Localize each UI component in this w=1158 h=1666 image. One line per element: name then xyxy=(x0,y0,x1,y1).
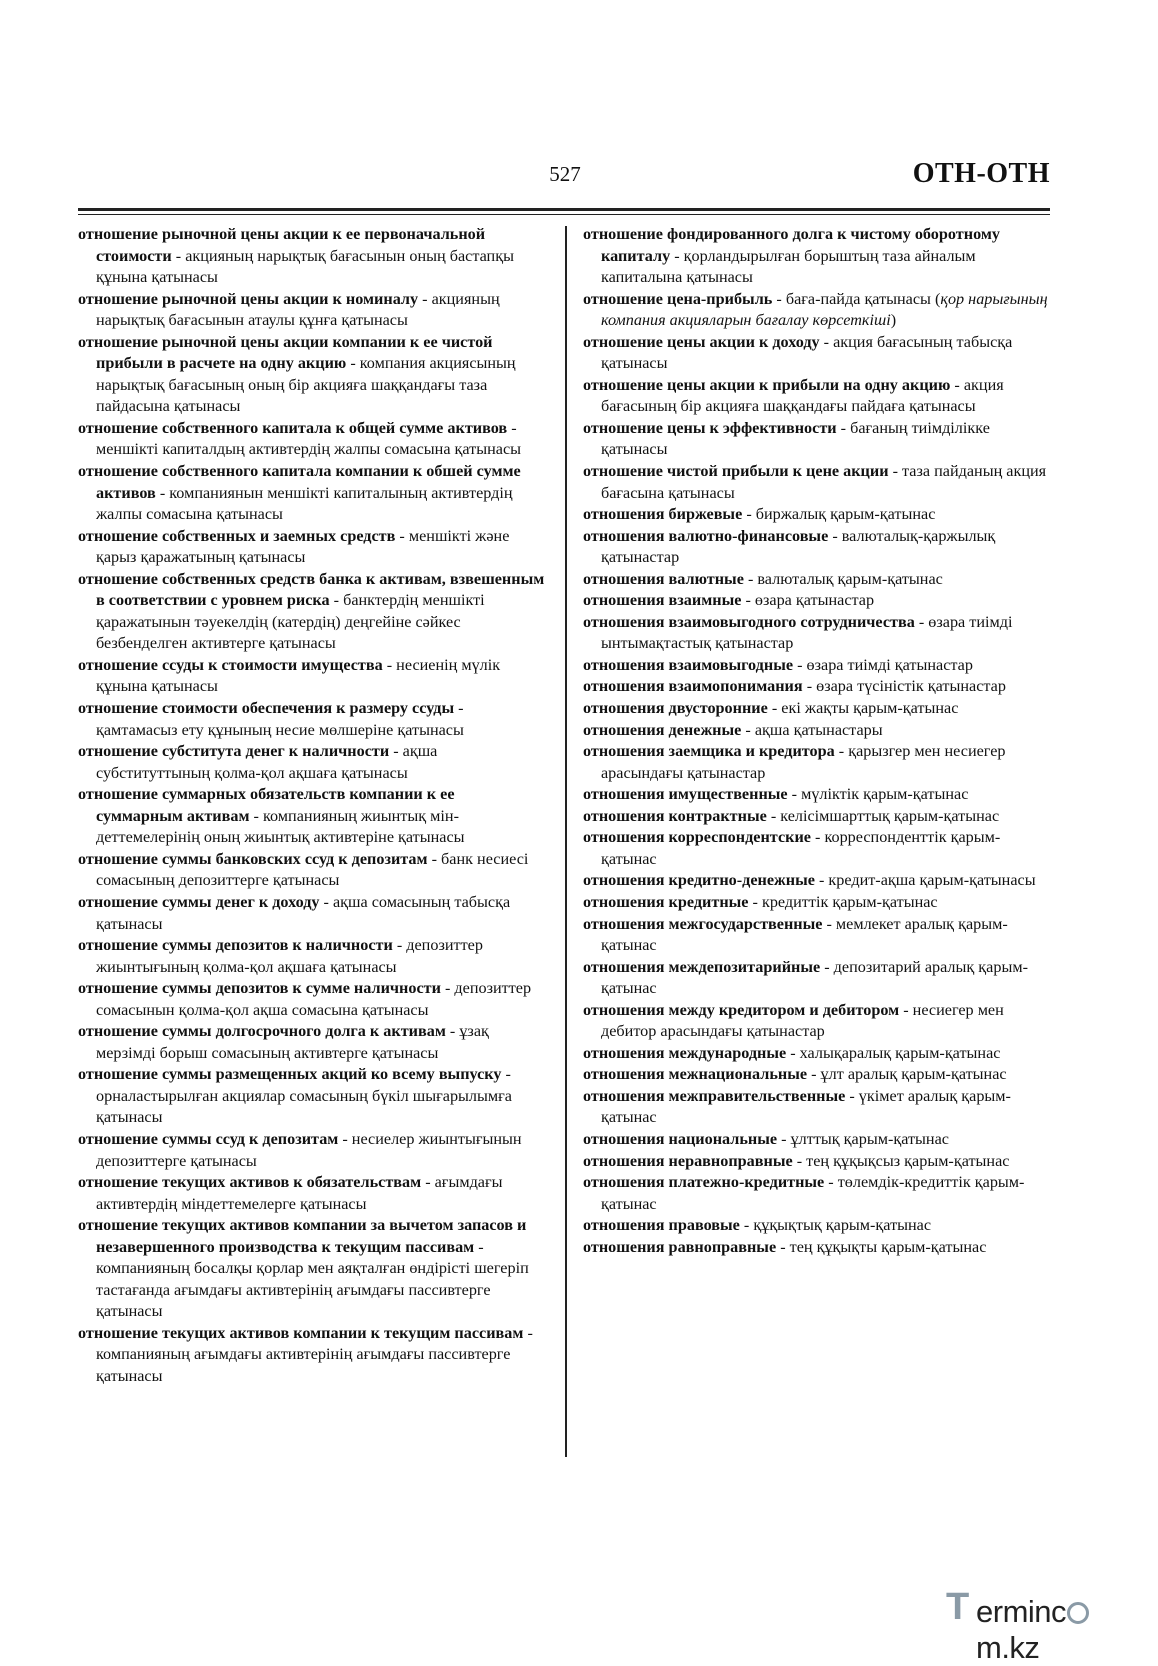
entry-definition: - ақша қатынастары xyxy=(741,720,883,739)
entry-term: отношения равноправные xyxy=(583,1237,777,1256)
dictionary-entry xyxy=(583,461,1053,504)
entry-definition: - қорландырылған борыштың таза айналым капиталына қатынасы xyxy=(601,246,976,287)
entry-definition: - үкімет аралық қарым-қатынас xyxy=(601,1086,1011,1127)
entry-definition: - кредит-ақша қарым-қатынасы xyxy=(814,871,1036,890)
dictionary-entry xyxy=(583,418,1053,461)
entry-term: отношение текущих активов компании к текущим пассивам xyxy=(78,1323,524,1342)
dictionary-entry xyxy=(78,526,545,569)
entry-term: отношения взаимовыгодного сотрудничества xyxy=(583,612,915,631)
entry-term: отношения правовые xyxy=(583,1216,740,1235)
entry-term: отношение текущих активов компании за вычетом запасов и незавершенного производства к текущим пассивам xyxy=(78,1216,527,1256)
entry-definition: - халықаралық қарым-қатынас xyxy=(786,1043,1001,1062)
entry-definition: - құқықтық қарым-қатынас xyxy=(739,1216,932,1235)
entry-definition: - мүліктік қарым-қатынас xyxy=(787,785,969,804)
entry-term: отношения кредитно-денежные xyxy=(583,871,815,890)
dictionary-entry xyxy=(583,827,1053,870)
entry-definition: - компания акциясының нарықтық бағасының оның бір акцияға шаққандағы таза пайдасына қатынасы xyxy=(96,354,516,416)
dictionary-entry xyxy=(583,332,1053,375)
entry-definition: - тең құқықты қарым-қатынас xyxy=(776,1237,987,1256)
header-rule-thin xyxy=(78,214,1050,215)
dictionary-entry xyxy=(78,784,545,849)
entry-definition: - өзара тиімді қатынастар xyxy=(793,655,973,674)
entry-term: отношения валютные xyxy=(583,569,744,588)
entry-definition: - ақша сомасының табысқа қатынасы xyxy=(96,892,511,933)
entry-definition: - меншікті капиталдың активтердің жалпы сомасына қатынасы xyxy=(96,418,522,459)
dictionary-entry xyxy=(78,224,545,289)
entry-term: отношение собственного капитала компании к обшей сумме активов xyxy=(78,462,521,502)
dictionary-entry xyxy=(78,332,545,418)
entry-definition: - ақша субституттының қолма-қол ақшаға қатынасы xyxy=(96,742,438,782)
entry-term: отношения валютно-финансовые xyxy=(583,526,829,545)
entry-definition: - акция бағасының бір акцияға шаққандағы пайдаға қатынасы xyxy=(601,375,1004,416)
dictionary-entry xyxy=(78,1323,545,1388)
dictionary-entry xyxy=(583,569,1053,591)
entry-definition: - баға-пайда қатынасы ( xyxy=(772,289,941,308)
entry-term: отношение ссуды к стоимости имущества xyxy=(78,655,383,674)
dictionary-entry xyxy=(583,892,1053,914)
entry-note-close: ) xyxy=(890,311,897,330)
entry-term: отношения двусторонние xyxy=(583,699,768,718)
dictionary-entry xyxy=(583,914,1053,957)
dictionary-entry xyxy=(78,461,545,526)
dictionary-entry xyxy=(583,870,1053,892)
dictionary-entry xyxy=(583,1000,1053,1043)
dictionary-entry xyxy=(583,1043,1053,1065)
entry-definition: - ағымдағы активтердің міндеттемелерге қатынасы xyxy=(96,1173,503,1213)
dictionary-entry xyxy=(583,1237,1053,1259)
entry-definition: - төлемдік-кредиттік қарым-қатынас xyxy=(601,1173,1025,1213)
dictionary-entry xyxy=(78,892,545,935)
dictionary-entry xyxy=(583,289,1053,332)
entry-definition: - депозитарий аралық қарым-қатынас xyxy=(601,957,1028,998)
dictionary-entry xyxy=(583,612,1053,655)
entry-term: отношения национальные xyxy=(583,1129,778,1148)
entry-term: отношение суммы депозитов к наличности xyxy=(78,936,393,955)
entry-term: отношения неравноправные xyxy=(583,1151,793,1170)
entry-term: отношение текущих активов к обязательствам xyxy=(78,1173,422,1192)
entry-definition: - акция бағасының табысқа қатынасы xyxy=(601,332,1013,373)
entry-definition: - ұлттық қарым-қатынас xyxy=(777,1129,949,1148)
dictionary-entry xyxy=(583,504,1053,526)
entry-definition: - депозиттер жиынтығының қолма-қол ақшаға қатынасы xyxy=(96,936,483,976)
entry-term: отношения корреспондентские xyxy=(583,828,811,847)
dictionary-entry xyxy=(583,1064,1053,1086)
dictionary-entry xyxy=(583,806,1053,828)
entry-definition: - валюталық-қаржылық қатынастар xyxy=(601,526,996,567)
entry-term: отношение цена-прибыль xyxy=(583,289,773,308)
left-column xyxy=(78,224,545,1388)
dictionary-entry xyxy=(583,676,1053,698)
entry-term: отношения контрактные xyxy=(583,806,767,825)
dictionary-entry xyxy=(78,655,545,698)
dictionary-entry xyxy=(78,1021,545,1064)
entry-definition: - биржалық қарым-қатынас xyxy=(742,505,936,524)
entry-term: отношения международные xyxy=(583,1043,787,1062)
dictionary-entry xyxy=(583,698,1053,720)
entry-term: отношения между кредитором и дебитором xyxy=(583,1000,900,1019)
entry-term: отношения межгосударственные xyxy=(583,914,823,933)
termincom-watermark-logo: T ermincm.kz xyxy=(942,1586,1150,1630)
dictionary-entry xyxy=(78,698,545,741)
entry-term: отношения биржевые xyxy=(583,505,743,524)
dictionary-entry xyxy=(583,741,1053,784)
entry-term: отношение собственных и заемных средств xyxy=(78,526,396,545)
entry-term: отношение фондированного долга к чистому оборотному капиталу xyxy=(583,225,1000,265)
entry-definition: - ұлт аралық қарым-қатынас xyxy=(807,1065,1007,1084)
entry-term: отношение суммы денег к доходу xyxy=(78,892,320,911)
entry-definition: - қарызгер мен несиегер арасындағы қатынастар xyxy=(601,742,1006,782)
entry-definition: - мемлекет аралық қарым-қатынас xyxy=(601,914,1008,955)
dictionary-entry xyxy=(583,1129,1053,1151)
entry-term: отношения кредитные xyxy=(583,892,749,911)
entry-definition: - меншікті және қарыз қаражатының қатынасы xyxy=(96,526,510,567)
dictionary-entry xyxy=(583,655,1053,677)
entry-term: отношения заемщика и кредитора xyxy=(583,742,835,761)
entry-definition: - несиенің мүлік құнына қатынасы xyxy=(96,655,501,696)
entry-term: отношение рыночной цены акции компании к ее чистой прибыли в расчете на одну акцию xyxy=(78,332,493,373)
dictionary-entry xyxy=(583,224,1053,289)
entry-definition: - корреспонденттік қарым-қатынас xyxy=(601,828,1001,868)
dictionary-entry xyxy=(583,784,1053,806)
entry-definition: - келісімшарттық қарым-қатынас xyxy=(766,806,1000,825)
entry-term: отношение суммарных обязательств компании к ее суммарным активам xyxy=(78,785,455,825)
entry-term: отношение суммы банковских ссуд к депозитам xyxy=(78,849,428,868)
entry-definition: - несиегер мен дебитор арасындағы қатынастар xyxy=(601,1000,1004,1041)
entry-definition: - акцияның нарықтық бағасынын атаулы құнға қатынасы xyxy=(96,289,500,330)
dictionary-entry xyxy=(78,1064,545,1129)
header-rule-thick xyxy=(78,208,1050,211)
entry-term: отношение цены акции к прибыли на одну акцию xyxy=(583,375,951,394)
entry-definition: - банк несиесі сомасының депозиттерге қатынасы xyxy=(96,849,529,890)
entry-term: отношение суммы депозитов к сумме наличности xyxy=(78,979,441,998)
entry-note: қор нарығының компания акцияларын бағалау көрсеткіші xyxy=(601,289,1048,330)
entry-definition: - қамтамасыз ету құнының несие мөлшеріне қатынасы xyxy=(96,699,464,739)
entry-definition: - екі жақты қарым-қатынас xyxy=(767,699,959,718)
entry-definition: - кредиттік қарым-қатынас xyxy=(748,892,938,911)
dictionary-entry xyxy=(78,741,545,784)
entry-term: отношения платежно-кредитные xyxy=(583,1173,825,1192)
dictionary-entry xyxy=(583,957,1053,1000)
dictionary-entry xyxy=(78,849,545,892)
entry-term: отношения имущественные xyxy=(583,785,788,804)
entry-term: отношения взаимовыгодные xyxy=(583,655,794,674)
entry-term: отношение чистой прибыли к цене акции xyxy=(583,462,889,481)
dictionary-entry xyxy=(78,978,545,1021)
entry-definition: - компанияның босалқы қорлар мен аяқталған өндірісті шегеріп тастағанда ағымдағы активтерінің ағымдағы пассивтерге қатынасы xyxy=(96,1237,529,1321)
entry-term: отношение стоимости обеспечения к размеру ссуды xyxy=(78,699,455,718)
running-head: ОТН-ОТН xyxy=(912,158,1050,189)
entry-term: отношение цены акции к доходу xyxy=(583,332,820,351)
entry-definition: - өзара қатынастар xyxy=(741,591,875,610)
dictionary-entry xyxy=(583,526,1053,569)
entry-definition: - компанияның жиынтық міндеттемелерінің оның жиынтық активтеріне қатынасы xyxy=(96,806,465,847)
dictionary-entry xyxy=(78,418,545,461)
entry-definition: - өзара түсіністік қатынастар xyxy=(802,677,1006,696)
entry-term: отношение цены к эффективности xyxy=(583,418,837,437)
dictionary-entry xyxy=(583,375,1053,418)
entry-definition: - депозиттер сомасынын қолма-қол ақша сомасына қатынасы xyxy=(96,979,532,1019)
entry-term: отношения взаимные xyxy=(583,591,742,610)
entry-term: отношение собственных средств банка к активам, взвешенным в соответствии с уровнем риска xyxy=(78,569,545,610)
entry-term: отношение суммы ссуд к депозитам xyxy=(78,1129,339,1148)
entry-term: отношение рыночной цены акции к номиналу xyxy=(78,289,419,308)
entry-definition: - бағаның тиімділікке қатынасы xyxy=(601,418,990,459)
dictionary-entry xyxy=(583,1215,1053,1237)
entry-term: отношения межправительственные xyxy=(583,1086,846,1105)
dictionary-entry xyxy=(78,935,545,978)
entry-term: отношение суммы размещенных акций ко всему выпуску xyxy=(78,1065,502,1084)
entry-term: отношения межнациональные xyxy=(583,1065,808,1084)
entry-definition: - орналастырылған акциялар сомасының бүкіл шығарылымға қатынасы xyxy=(96,1065,512,1127)
dictionary-entry xyxy=(583,1151,1053,1173)
entry-term: отношения денежные xyxy=(583,720,742,739)
entry-definition: - компаниянын меншікті капиталының активтердің жалпы сомасына қатынасы xyxy=(96,483,513,524)
entry-definition: - тең құқықсыз қарым-қатынас xyxy=(792,1151,1010,1170)
dictionary-entry xyxy=(78,1172,545,1215)
dictionary-entry xyxy=(583,1086,1053,1129)
dictionary-entry xyxy=(78,1215,545,1323)
dictionary-entry xyxy=(583,720,1053,742)
entry-definition: - валюталық қарым-қатынас xyxy=(743,569,943,588)
entry-definition: - банктердің меншікті қаражатынын тәуекелдің (катердің) деңгейіне сәйкес безбенделген активтерге қатынасы xyxy=(96,591,485,653)
column-divider xyxy=(565,226,567,1457)
entry-definition: - несиелер жиынтығынын депозиттерге қатынасы xyxy=(96,1129,522,1170)
entry-definition: - ұзақ мерзімді борыш сомасының активтерге қатынасы xyxy=(96,1022,489,1062)
entry-term: отношение рыночной цены акции к ее первоначальной стоимости xyxy=(78,225,486,265)
entry-term: отношения междепозитарийные xyxy=(583,957,821,976)
dictionary-entry xyxy=(78,569,545,655)
dictionary-entry xyxy=(583,590,1053,612)
entry-term: отношение собственного капитала к общей сумме активов xyxy=(78,418,508,437)
entry-term: отношения взаимопонимания xyxy=(583,677,803,696)
entry-definition: - таза пайданың акция бағасына қатынасы xyxy=(601,462,1047,502)
entry-definition: - өзара тиімді ынтымақтастық қатынастар xyxy=(601,612,1013,653)
right-column xyxy=(583,224,1053,1258)
entry-definition: - компанияның ағымдағы активтерінің ағымдағы пассивтерге қатынасы xyxy=(96,1323,533,1385)
entry-term: отношение субститута денег к наличности xyxy=(78,742,390,761)
entry-definition: - акцияның нарықтық бағасынын оның бастапқы құнына қатынасы xyxy=(96,246,514,287)
dictionary-entry xyxy=(78,289,545,332)
dictionary-entry xyxy=(583,1172,1053,1215)
entry-term: отношение суммы долгосрочного долга к активам xyxy=(78,1022,446,1041)
dictionary-entry xyxy=(78,1129,545,1172)
page-number: 527 xyxy=(549,162,581,186)
